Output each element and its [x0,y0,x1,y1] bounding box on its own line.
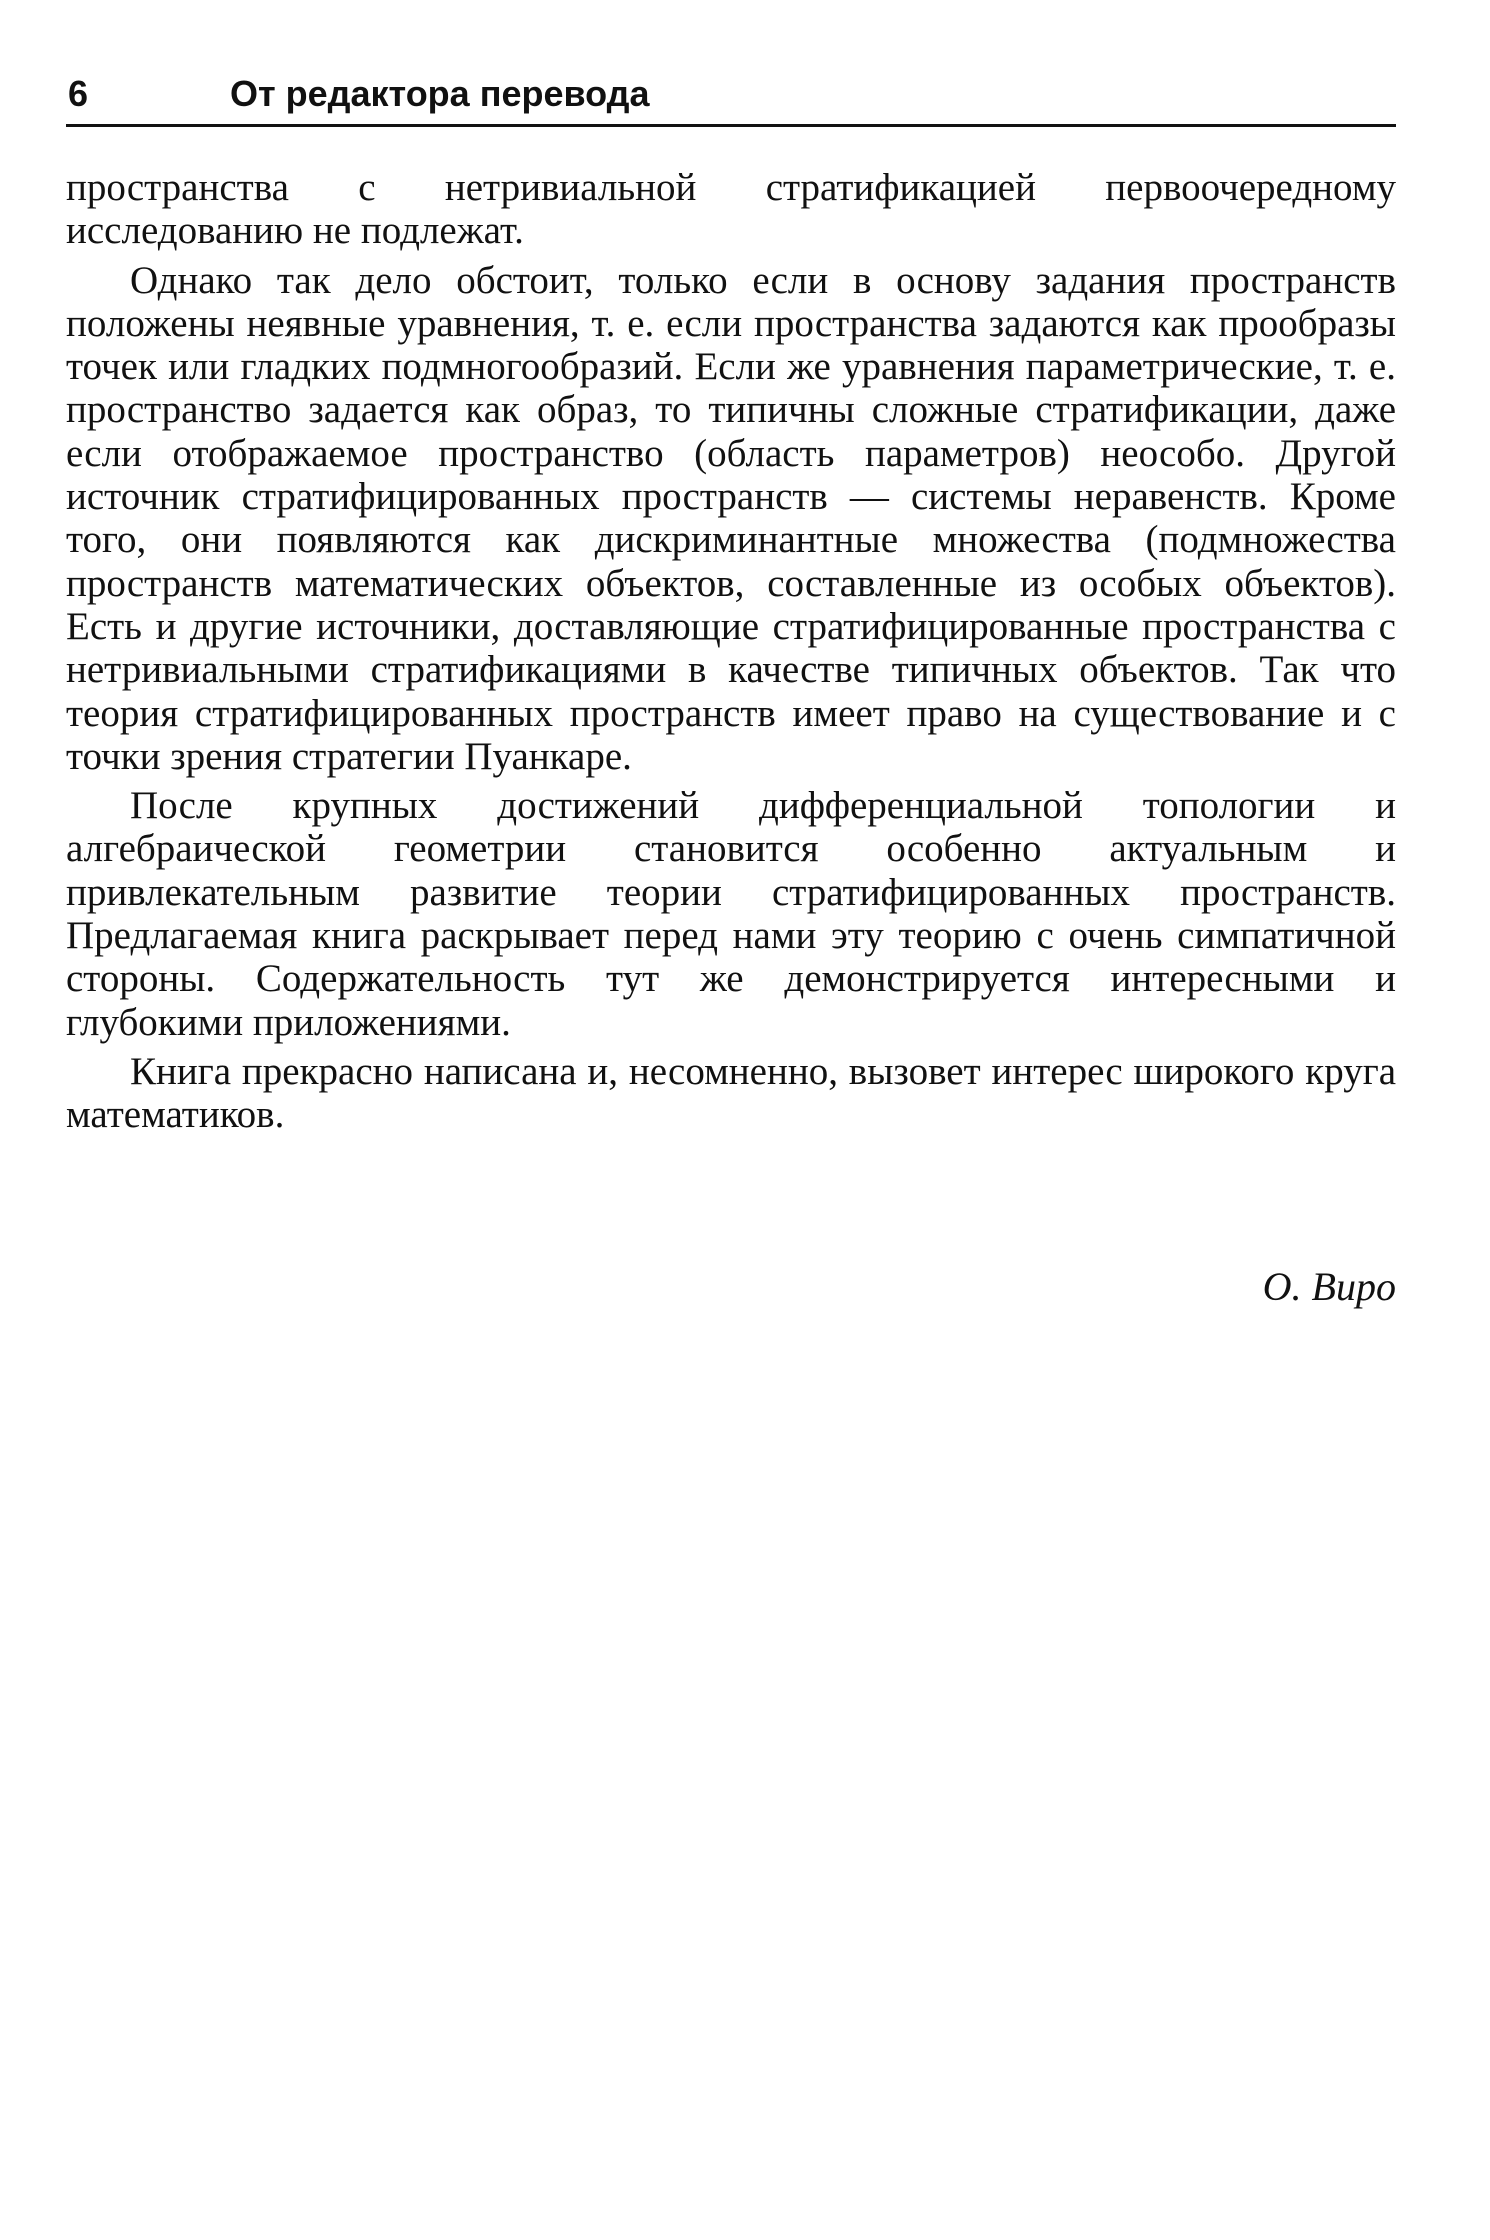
header-rule [66,124,1396,127]
running-head [68,64,1392,124]
running-title: От редактора перевода [230,73,650,114]
main-text [66,166,1396,1137]
paragraph-recommendation: Книга прекрасно написана и, несомненно, вызовет интерес широкого круга математиков. [66,1049,1396,1137]
paragraph-sources-of-stratification: Однако так дело обстоит, только если в основу задания пространств положены неявные уравнения, т. е. если пространства задаются как прообразы точек или гладких подмногообразий. Если же уравнения параметрические, т. е. пространство задается как образ, то типичны сложные стратификации, даже если отображаемое пространство (область параметров) неособо. Другой источник стратифицированных пространств — системы неравенств. Кроме того, они появляются как дискриминантные множества (подмножества пространств математических объектов, составленные из особых объектов). Есть и другие источники, доставляющие стратифицированные пространства с нетривиальными стратификациями в качестве типичных объектов. Так что теория стратифицированных пространств имеет право на существование и с точки зрения стратегии Пуанкаре. [66,258,1396,778]
paragraph-book-overview: После крупных достижений дифференциальной топологии и алгебраической геометрии становится особенно актуальным и привлекательным развитие теории стратифицированных пространств. Предлагаемая книга раскрывает перед нами эту теорию с очень симпатичной стороны. Содержательность тут же демонстрируется интересными и глубокими приложениями. [66,784,1396,1044]
editor-signature: О. Виро [1262,1264,1396,1309]
paragraph-continuation: пространства с нетривиальной стратификацией первоочередному исследованию не подлежат. [66,166,1396,253]
page-number: 6 [68,73,89,114]
